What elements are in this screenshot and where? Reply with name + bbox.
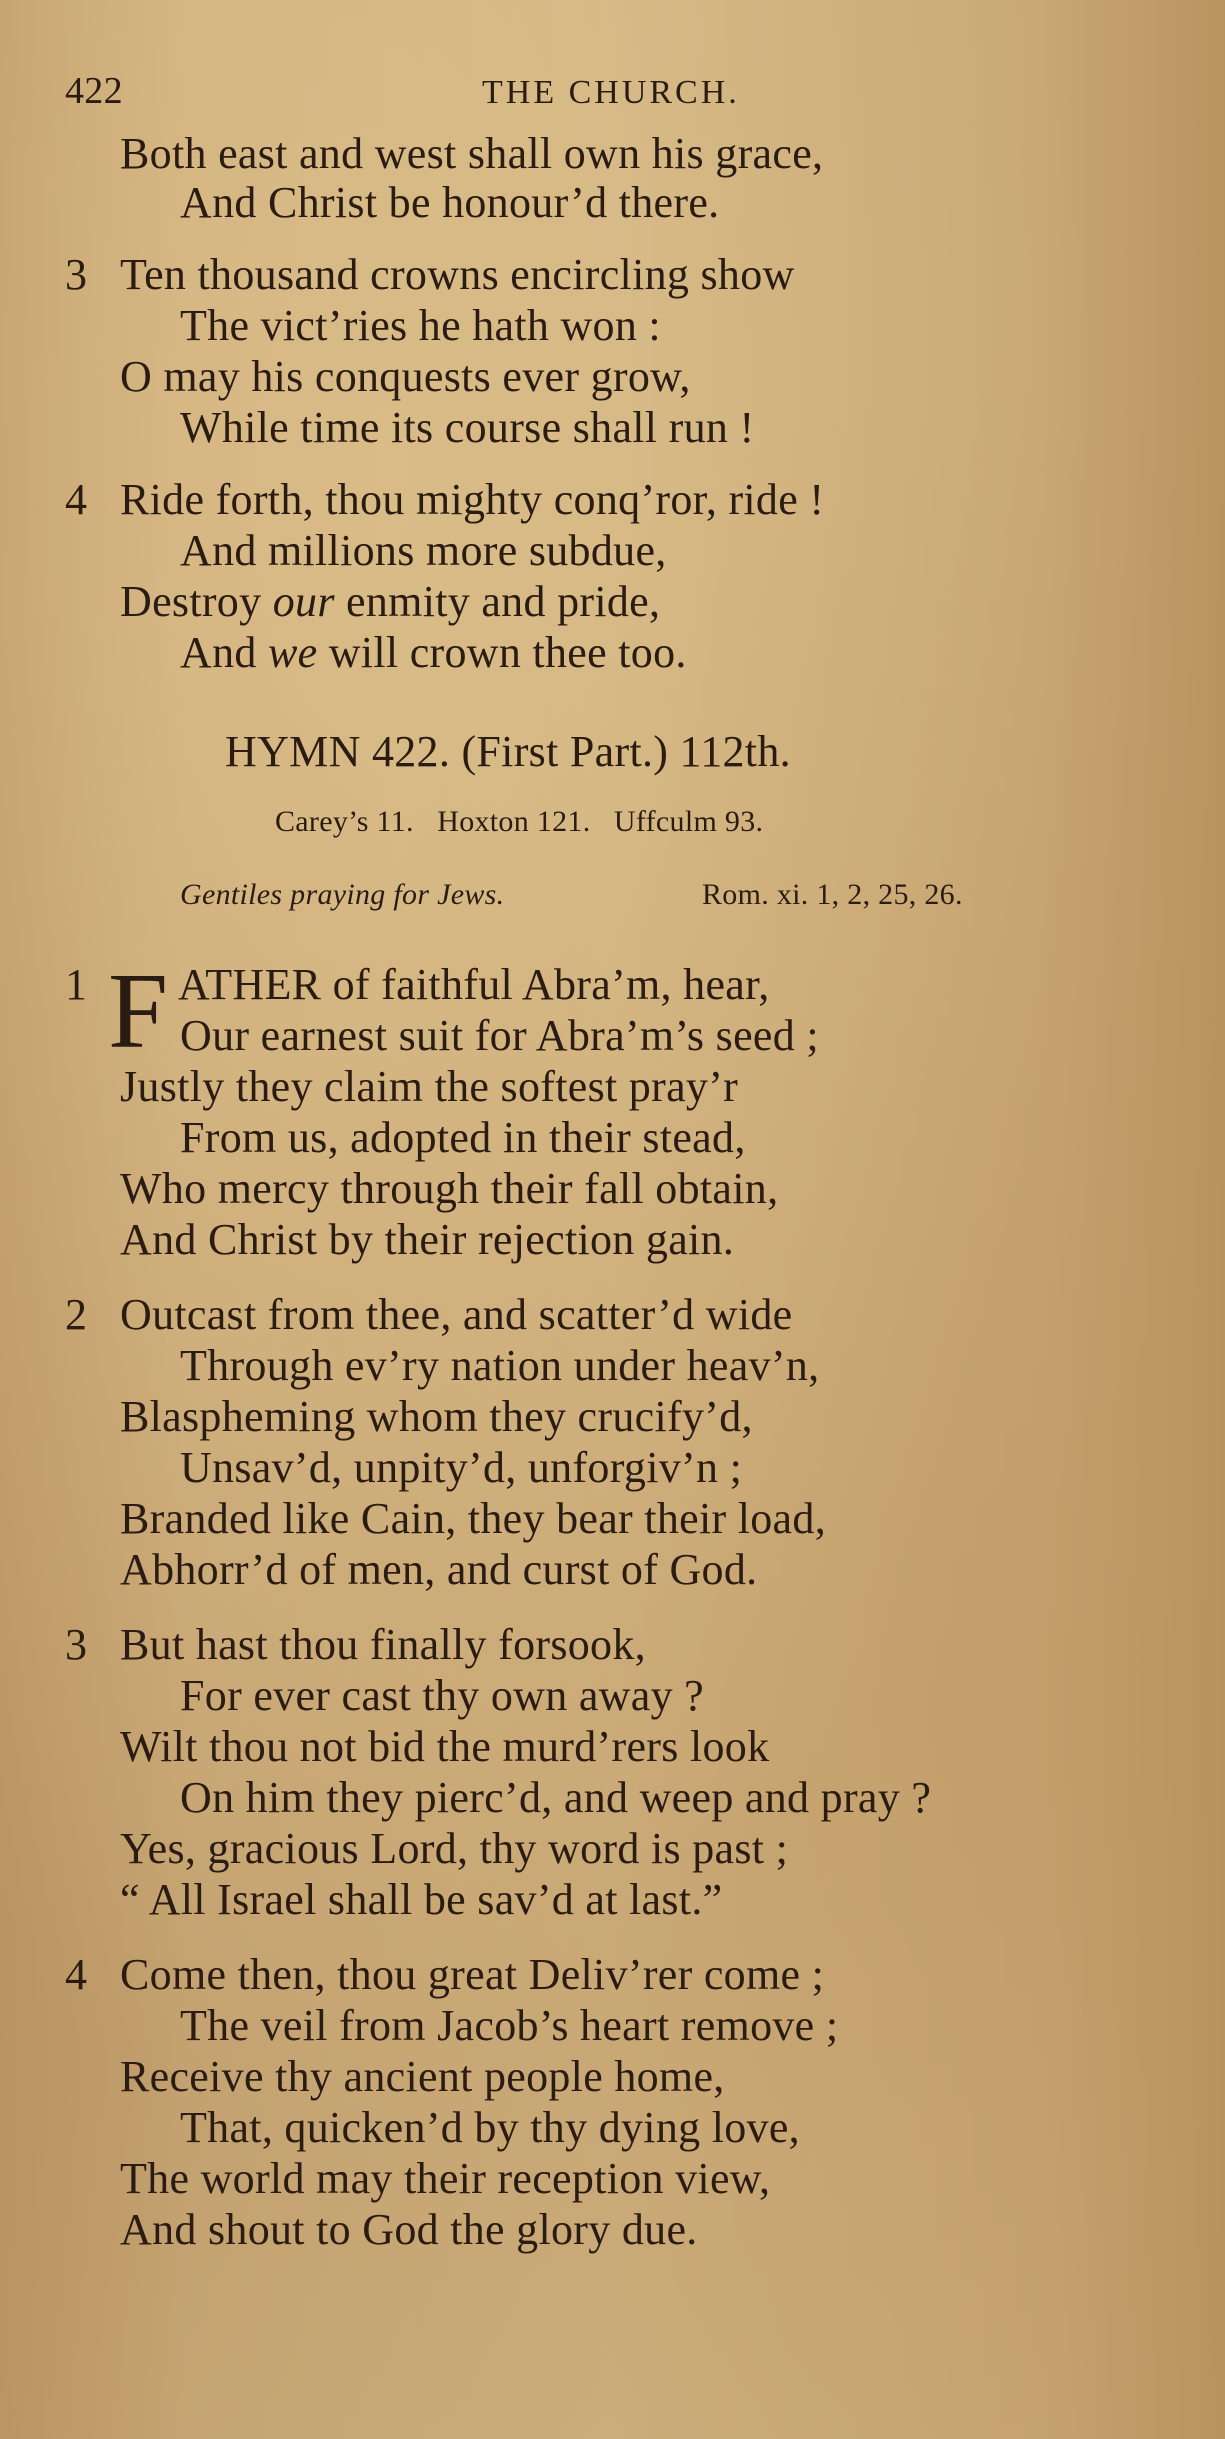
- verse-line: Our earnest suit for Abra’m’s seed ;: [180, 1011, 819, 1060]
- verse-line: On him they pierc’d, and weep and pray ?: [180, 1773, 932, 1822]
- verse-line: Outcast from thee, and scatter’d wide: [120, 1290, 793, 1339]
- verse-line: That, quicken’d by thy dying love,: [180, 2103, 800, 2152]
- verse-line: Yes, gracious Lord, thy word is past ;: [120, 1824, 789, 1873]
- verse-line: Through ev’ry nation under heav’n,: [180, 1341, 820, 1390]
- verse-line: Blaspheming whom they crucify’d,: [120, 1392, 753, 1441]
- hymn-tunes: Carey’s 11. Hoxton 121. Uffculm 93.: [275, 805, 764, 838]
- verse-line: Wilt thou not bid the murd’rers look: [120, 1722, 770, 1771]
- verse-line: Receive thy ancient people home,: [120, 2052, 725, 2101]
- verse-line: Justly they claim the softest pray’r: [120, 1062, 739, 1111]
- verse-line: ATHER of faithful Abra’m, hear,: [178, 960, 770, 1009]
- verse-line: [180, 628, 687, 677]
- hymn-theme: Gentiles praying for Jews.: [180, 878, 505, 911]
- verse-line: And Christ by their rejection gain.: [120, 1215, 735, 1264]
- verse-line: While time its course shall run !: [180, 403, 755, 452]
- verse-emphasis: we: [267, 628, 318, 677]
- verse-line: Come then, thou great Deliv’rer come ;: [120, 1950, 825, 1999]
- verse-line: And millions more subdue,: [180, 526, 667, 575]
- stanza-number: 1: [65, 960, 87, 1009]
- stanza-number: 3: [65, 250, 87, 299]
- stanza-number: 2: [65, 1290, 87, 1339]
- verse-line: The vict’ries he hath won :: [180, 301, 661, 350]
- verse-line: The world may their reception view,: [120, 2154, 771, 2203]
- verse-line: And Christ be honour’d there.: [180, 178, 720, 227]
- stanza-number: 4: [65, 475, 87, 524]
- verse-line: Who mercy through their fall obtain,: [120, 1164, 779, 1213]
- drop-cap: F: [108, 952, 169, 1071]
- verse-line: Unsav’d, unpity’d, unforgiv’n ;: [180, 1443, 743, 1492]
- verse-line: Branded like Cain, they bear their load,: [120, 1494, 826, 1543]
- verse-line: O may his conquests ever grow,: [120, 352, 691, 401]
- verse-text: will crown thee too.: [317, 628, 687, 677]
- verse-line: The veil from Jacob’s heart remove ;: [180, 2001, 839, 2050]
- stanza-number: 3: [65, 1620, 87, 1669]
- verse-line: Ride forth, thou mighty conq’ror, ride !: [120, 475, 825, 524]
- verse-line: And shout to God the glory due.: [120, 2205, 698, 2254]
- verse-line: For ever cast thy own away ?: [180, 1671, 705, 1720]
- verse-line: Ten thousand crowns encircling show: [120, 250, 795, 299]
- verse-text: enmity and pride,: [334, 577, 661, 626]
- page-number: 422: [65, 70, 123, 112]
- verse-line: From us, adopted in their stead,: [180, 1113, 746, 1162]
- verse-text: And: [180, 628, 268, 677]
- verse-text: Destroy: [120, 577, 273, 626]
- hymn-title: HYMN 422. (First Part.) 112th.: [225, 727, 791, 776]
- verse-line: [120, 577, 661, 626]
- verse-line: Abhorr’d of men, and curst of God.: [120, 1545, 758, 1594]
- verse-line: But hast thou finally forsook,: [120, 1620, 646, 1669]
- running-title: THE CHURCH.: [482, 74, 740, 111]
- verse-line: “ All Israel shall be sav’d at last.”: [120, 1875, 723, 1924]
- hymn-scripture: Rom. xi. 1, 2, 25, 26.: [702, 878, 963, 911]
- verse-line: Both east and west shall own his grace,: [120, 129, 824, 178]
- stanza-number: 4: [65, 1950, 87, 1999]
- verse-emphasis: our: [272, 577, 335, 626]
